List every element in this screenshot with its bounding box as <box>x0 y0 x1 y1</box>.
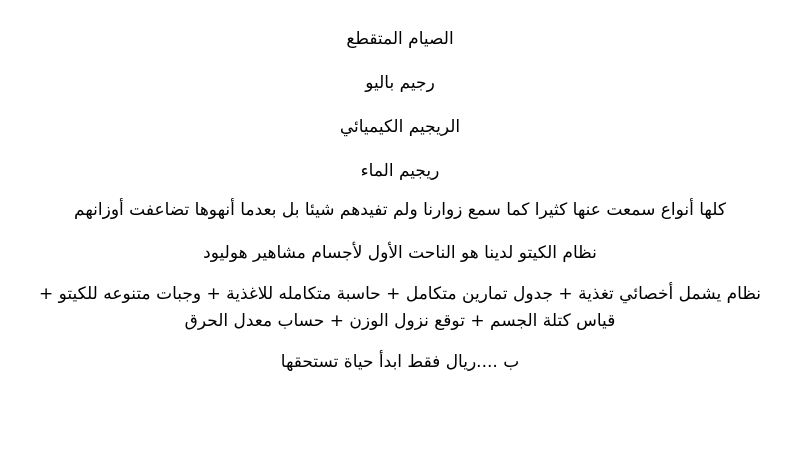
heading-intermittent-fasting: الصيام المتقطع <box>346 29 454 49</box>
paragraph-keto-intro: نظام الكيتو لدينا هو الناحت الأول لأجسام مشاهير هوليود <box>203 243 597 263</box>
heading-chemical-diet: الريجيم الكيميائي <box>339 117 461 137</box>
paragraph-system-features: نظام يشمل أخصائي تغذية + جدول تمارين متكامل + حاسبة متكامله للاغذية + وجبات متنوعه للكيتو + قياس كتلة الجسم + توقع نزول الوزن + حساب معدل الحرق <box>38 284 762 331</box>
paragraph-price-offer: ب ....ريال فقط ابدأ حياة تستحقها <box>280 352 520 372</box>
heading-water-diet: ريجيم الماء <box>360 161 440 181</box>
heading-paleo-diet: رجيم باليو <box>365 73 435 93</box>
paragraph-diets-failed: كلها أنواع سمعت عنها كثيرا كما سمع زوارنا ولم تفيدهم شيئا بل بعدما أنهوها تضاعفت أوزانهم <box>74 200 726 220</box>
